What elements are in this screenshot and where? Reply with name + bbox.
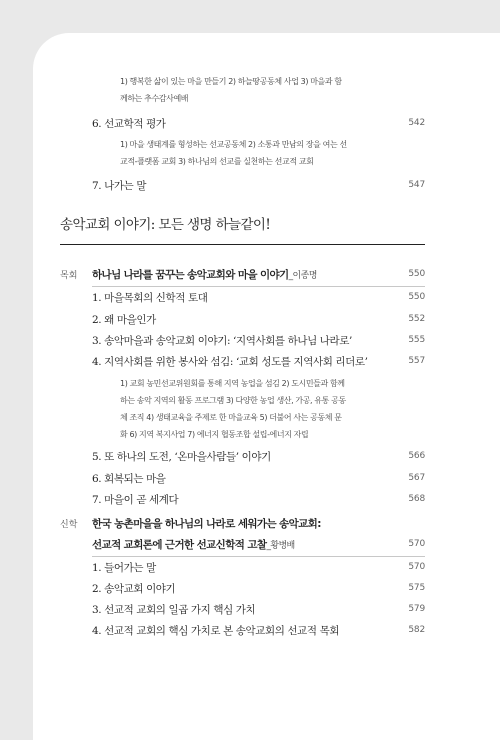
toc-item[interactable]: 4. 지역사회를 위한 봉사와 섬김: ‘교회 성도를 지역사회 리더로’	[92, 356, 368, 368]
page-number: 550	[408, 292, 425, 302]
title-divider	[92, 286, 425, 287]
toc-item[interactable]: 2. 송악교회 이야기	[92, 583, 176, 595]
title-divider	[92, 556, 425, 557]
page-number: 566	[408, 451, 425, 461]
page-number: 575	[408, 583, 425, 593]
sub-items-line: 화 6) 지역 복지사업 7) 에너지 협동조합 설립-에너지 자립	[120, 430, 309, 439]
toc-item[interactable]: 2. 왜 마을인가	[92, 314, 156, 326]
page-number: 555	[408, 335, 425, 345]
toc-item[interactable]: 1. 마을목회의 신학적 토대	[92, 292, 208, 304]
sub-items-line: 1) 마을 생태계를 형성하는 선교공동체 2) 소통과 만남의 장을 여는 선	[120, 140, 347, 149]
article-author: _이종명	[288, 271, 317, 281]
page-number: 570	[408, 539, 425, 549]
article-title-text: 선교적 교회론에 근거한 선교신학적 고찰	[92, 539, 267, 551]
article-title-text: 하나님 나라를 꿈꾸는 송악교회와 마을 이야기	[92, 269, 289, 281]
page-number: 579	[408, 604, 425, 614]
sub-items-line: 하는 송악 지역의 활동 프로그램 3) 다양한 농업 생산, 가공, 유통 공동	[120, 396, 346, 405]
article-author: _황병배	[266, 541, 295, 551]
category-label: 목회	[60, 271, 78, 281]
page-number: 570	[408, 562, 425, 572]
category-label: 신학	[60, 520, 78, 530]
sub-items-line: 께하는 추수감사예배	[120, 94, 189, 103]
article-title-line[interactable]	[92, 537, 295, 552]
page-number: 547	[408, 180, 425, 190]
page-number: 557	[408, 356, 425, 366]
article-title[interactable]	[92, 267, 317, 282]
toc-item[interactable]: 7. 마을이 곧 세계다	[92, 494, 179, 506]
toc-item[interactable]: 3. 선교적 교회의 일곱 가지 핵심 가치	[92, 604, 256, 616]
book-page	[33, 33, 500, 740]
article-title-line[interactable]: 한국 농촌마을을 하나님의 나라로 세워가는 송악교회:	[92, 518, 321, 530]
toc-item[interactable]: 3. 송악마을과 송악교회 이야기: ‘지역사회를 하나님 나라로’	[92, 335, 352, 347]
page-number: 542	[408, 118, 425, 128]
page-number: 552	[408, 314, 425, 324]
section-divider	[60, 244, 425, 245]
sub-items-line: 교적-플랫폼 교회 3) 하나님의 선교를 실천하는 선교적 교회	[120, 157, 314, 166]
toc-item-7[interactable]: 7. 나가는 말	[92, 180, 147, 192]
page-number: 568	[408, 494, 425, 504]
sub-items-line: 1) 행복한 삶이 있는 마을 만들기 2) 하늘땅공동체 사업 3) 마을과 함	[120, 77, 342, 86]
section-title: 송악교회 이야기: 모든 생명 하늘같이!	[60, 217, 271, 233]
toc-item[interactable]: 5. 또 하나의 도전, ‘온마을사람들’ 이야기	[92, 451, 271, 463]
toc-item-6[interactable]: 6. 선교학적 평가	[92, 118, 166, 130]
sub-items-line: 1) 교회 농민선교위원회를 통해 지역 농업을 섬김 2) 도시민들과 함께	[120, 379, 345, 388]
sub-items-line: 체 조직 4) 생태교육을 주제로 한 마을교육 5) 더불어 사는 공동체 문	[120, 413, 342, 422]
toc-item[interactable]: 6. 회복되는 마을	[92, 473, 166, 485]
page-number: 567	[408, 473, 425, 483]
toc-item[interactable]: 1. 들어가는 말	[92, 562, 156, 574]
page-number: 550	[408, 269, 425, 279]
toc-item[interactable]: 4. 선교적 교회의 핵심 가치로 본 송악교회의 선교적 목회	[92, 625, 340, 637]
page-number: 582	[408, 625, 425, 635]
